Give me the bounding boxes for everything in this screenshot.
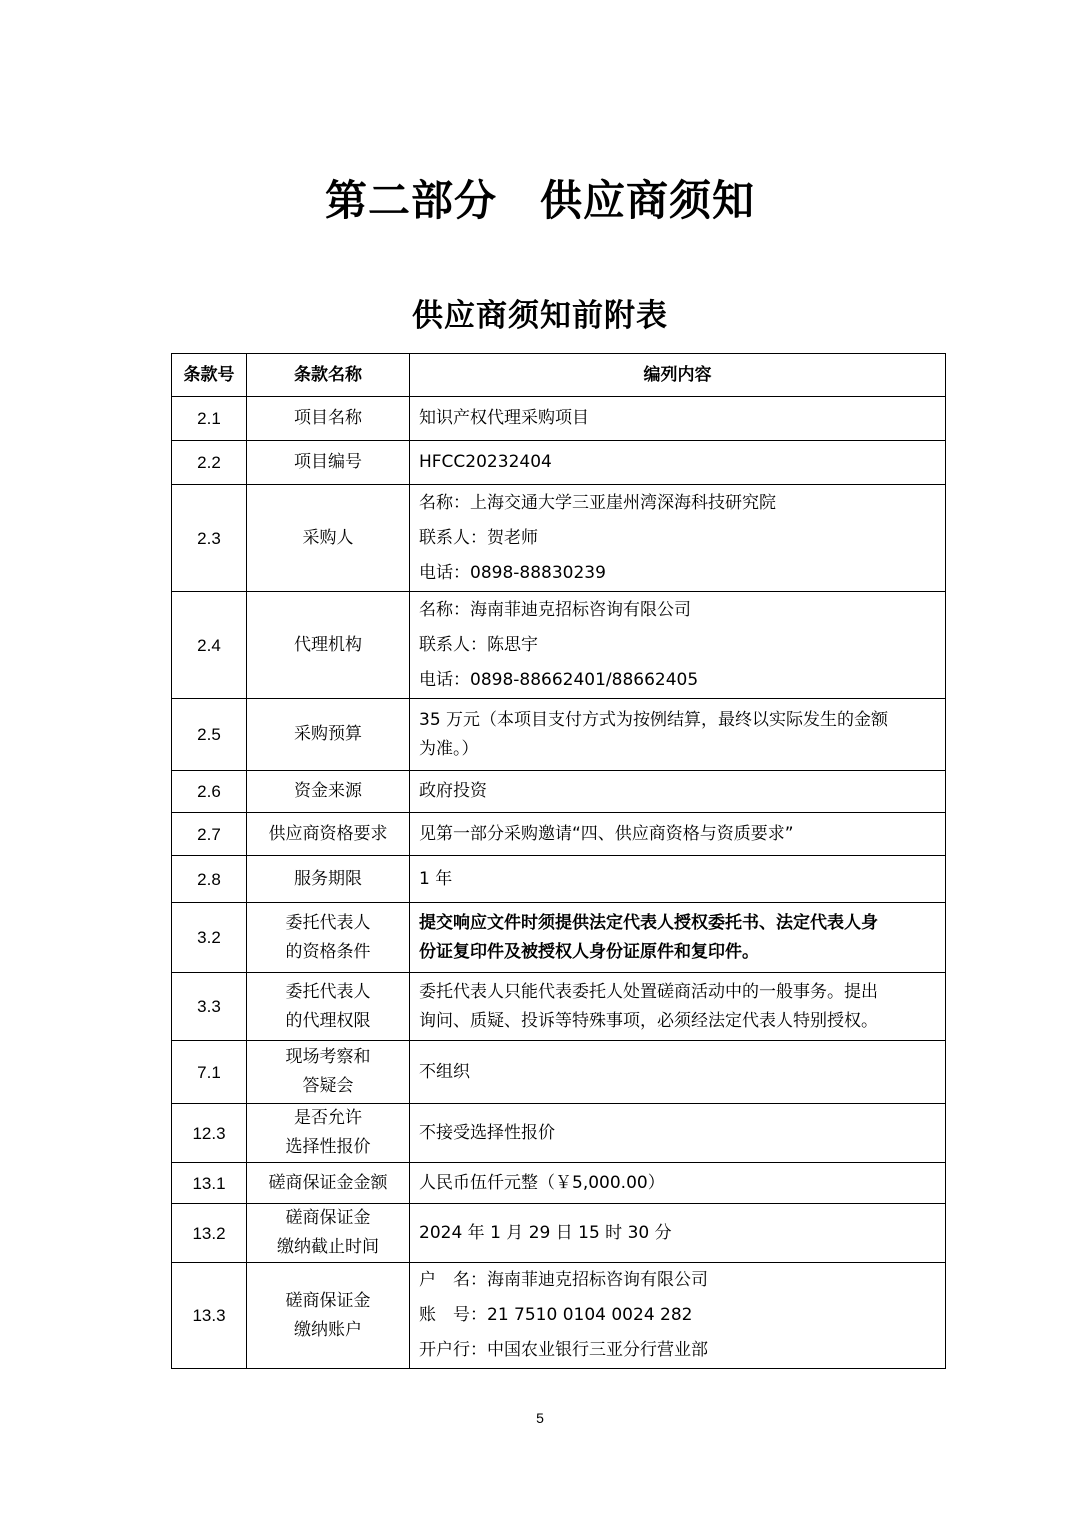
- clause-content-line: 电话：0898-88662401/88662405: [419, 669, 699, 690]
- clause-name: [247, 973, 410, 1041]
- clause-name-line: 磋商保证金金额: [268, 1172, 388, 1193]
- clause-name-line: 选择性报价: [285, 1137, 371, 1157]
- clause-content: [410, 1163, 946, 1204]
- page-number: 5: [536, 1410, 544, 1426]
- clause-content: [410, 699, 946, 771]
- clause-name-line: 缴纳账户: [294, 1319, 362, 1340]
- clause-name: [247, 485, 410, 592]
- clause-name-line: 磋商保证金: [285, 1208, 371, 1228]
- clause-content-line: 知识产权代理采购项目: [419, 408, 589, 428]
- clause-name-line: 磋商保证金: [285, 1290, 371, 1311]
- clause-name-line: 项目名称: [294, 408, 362, 428]
- clause-number: 2.2: [172, 441, 247, 485]
- clause-number: 13.3: [172, 1263, 247, 1369]
- clause-content-line: 不接受选择性报价: [419, 1122, 555, 1143]
- clause-content-line: 人民币伍仟元整（￥5,000.00）: [419, 1172, 665, 1193]
- clause-name: [247, 1104, 410, 1163]
- clause-name-line: 是否允许: [294, 1108, 362, 1128]
- clause-name: [247, 1263, 410, 1369]
- clause-name-line: 资金来源: [294, 781, 362, 801]
- supplier-notice-table: [171, 353, 946, 1369]
- clause-name: [247, 903, 410, 973]
- clause-content-line: HFCC20232404: [419, 452, 552, 472]
- table-row: [172, 1163, 946, 1204]
- clause-content-line: 联系人：陈思宇: [419, 634, 538, 655]
- header-clause-no: 条款号: [172, 354, 247, 397]
- clause-name: [247, 441, 410, 485]
- table-row: [172, 813, 946, 856]
- clause-content-line: 询问、质疑、投诉等特殊事项，必须经法定代表人特别授权。: [419, 1010, 878, 1031]
- clause-content-line: 账 号：21 7510 0104 0024 282: [419, 1305, 693, 1325]
- clause-content-line: 名称：海南菲迪克招标咨询有限公司: [419, 599, 691, 620]
- table-row: [172, 1104, 946, 1163]
- clause-number: 13.2: [172, 1204, 247, 1263]
- clause-number: 2.8: [172, 856, 247, 903]
- clause-content: [410, 592, 946, 699]
- clause-name-line: 的代理权限: [285, 1010, 371, 1031]
- clause-name-line: 采购人: [302, 527, 354, 548]
- table-row: [172, 397, 946, 441]
- clause-name: [247, 1041, 410, 1104]
- table-row: [172, 592, 946, 699]
- clause-content-line: 开户行：中国农业银行三亚分行营业部: [419, 1340, 708, 1360]
- clause-content: [410, 1104, 946, 1163]
- clause-number: 2.7: [172, 813, 247, 856]
- clause-name-line: 委托代表人: [285, 981, 371, 1002]
- clause-content-line: 35 万元（本项目支付方式为按例结算，最终以实际发生的金额: [419, 709, 889, 730]
- clause-number: 3.3: [172, 973, 247, 1041]
- clause-content: [410, 856, 946, 903]
- clause-name: [247, 592, 410, 699]
- clause-name-line: 答疑会: [302, 1076, 354, 1096]
- table-row: [172, 485, 946, 592]
- clause-content-line: 见第一部分采购邀请“四、供应商资格与资质要求”: [419, 823, 794, 844]
- clause-name-line: 现场考察和: [285, 1047, 371, 1067]
- clause-name-line: 供应商资格要求: [268, 823, 388, 844]
- clause-content: [410, 485, 946, 592]
- clause-name-line: 的资格条件: [285, 941, 371, 962]
- clause-content-line: 电话：0898-88830239: [419, 562, 606, 583]
- page-title: 第二部分 供应商须知: [324, 176, 755, 225]
- clause-content-line: 份证复印件及被授权人身份证原件和复印件。: [419, 941, 759, 962]
- table-row: [172, 903, 946, 973]
- clause-content: [410, 813, 946, 856]
- clause-name-line: 委托代表人: [285, 912, 371, 933]
- table-row: [172, 1263, 946, 1369]
- header-content: 编列内容: [410, 354, 946, 397]
- table-row: [172, 1041, 946, 1104]
- clause-content: [410, 903, 946, 973]
- clause-content-line: 户 名：海南菲迪克招标咨询有限公司: [419, 1270, 708, 1290]
- table-title: 供应商须知前附表: [412, 298, 668, 334]
- clause-number: 3.2: [172, 903, 247, 973]
- clause-name: [247, 1204, 410, 1263]
- clause-number: 2.5: [172, 699, 247, 771]
- table-row: [172, 973, 946, 1041]
- clause-name-line: 采购预算: [294, 724, 362, 744]
- clause-content-line: 名称：上海交通大学三亚崖州湾深海科技研究院: [419, 492, 776, 513]
- clause-content: [410, 1041, 946, 1104]
- table-row: [172, 856, 946, 903]
- clause-name-line: 代理机构: [294, 634, 362, 655]
- table-row: [172, 1204, 946, 1263]
- clause-number: 2.3: [172, 485, 247, 592]
- clause-name: [247, 771, 410, 813]
- clause-number: 12.3: [172, 1104, 247, 1163]
- clause-content-line: 2024 年 1 月 29 日 15 时 30 分: [419, 1222, 672, 1243]
- table-row: [172, 441, 946, 485]
- clause-name: [247, 856, 410, 903]
- clause-name-line: 缴纳截止时间: [277, 1237, 379, 1257]
- clause-content-line: 1 年: [419, 868, 453, 889]
- clause-name-line: 服务期限: [294, 868, 362, 889]
- clause-number: 13.1: [172, 1163, 247, 1204]
- clause-content-line: 为准。）: [419, 738, 479, 759]
- clause-content-line: 不组织: [419, 1061, 470, 1082]
- table-header-row: [172, 354, 946, 397]
- clause-number: 2.1: [172, 397, 247, 441]
- clause-name: [247, 813, 410, 856]
- clause-content-line: 提交响应文件时须提供法定代表人授权委托书、法定代表人身: [419, 912, 878, 933]
- clause-name: [247, 699, 410, 771]
- clause-number: 2.6: [172, 771, 247, 813]
- clause-content: [410, 771, 946, 813]
- clause-name-line: 项目编号: [294, 452, 362, 472]
- clause-content: [410, 441, 946, 485]
- clause-content-line: 委托代表人只能代表委托人处置磋商活动中的一般事务。提出: [419, 981, 878, 1002]
- clause-content: [410, 1263, 946, 1369]
- clause-number: 2.4: [172, 592, 247, 699]
- clause-content: [410, 973, 946, 1041]
- table-row: [172, 699, 946, 771]
- clause-number: 7.1: [172, 1041, 247, 1104]
- clause-content-line: 联系人：贺老师: [419, 527, 538, 548]
- clause-name: [247, 397, 410, 441]
- clause-content-line: 政府投资: [419, 781, 487, 801]
- header-clause-name: 条款名称: [247, 354, 410, 397]
- clause-content: [410, 397, 946, 441]
- clause-content: [410, 1204, 946, 1263]
- table-row: [172, 771, 946, 813]
- clause-name: [247, 1163, 410, 1204]
